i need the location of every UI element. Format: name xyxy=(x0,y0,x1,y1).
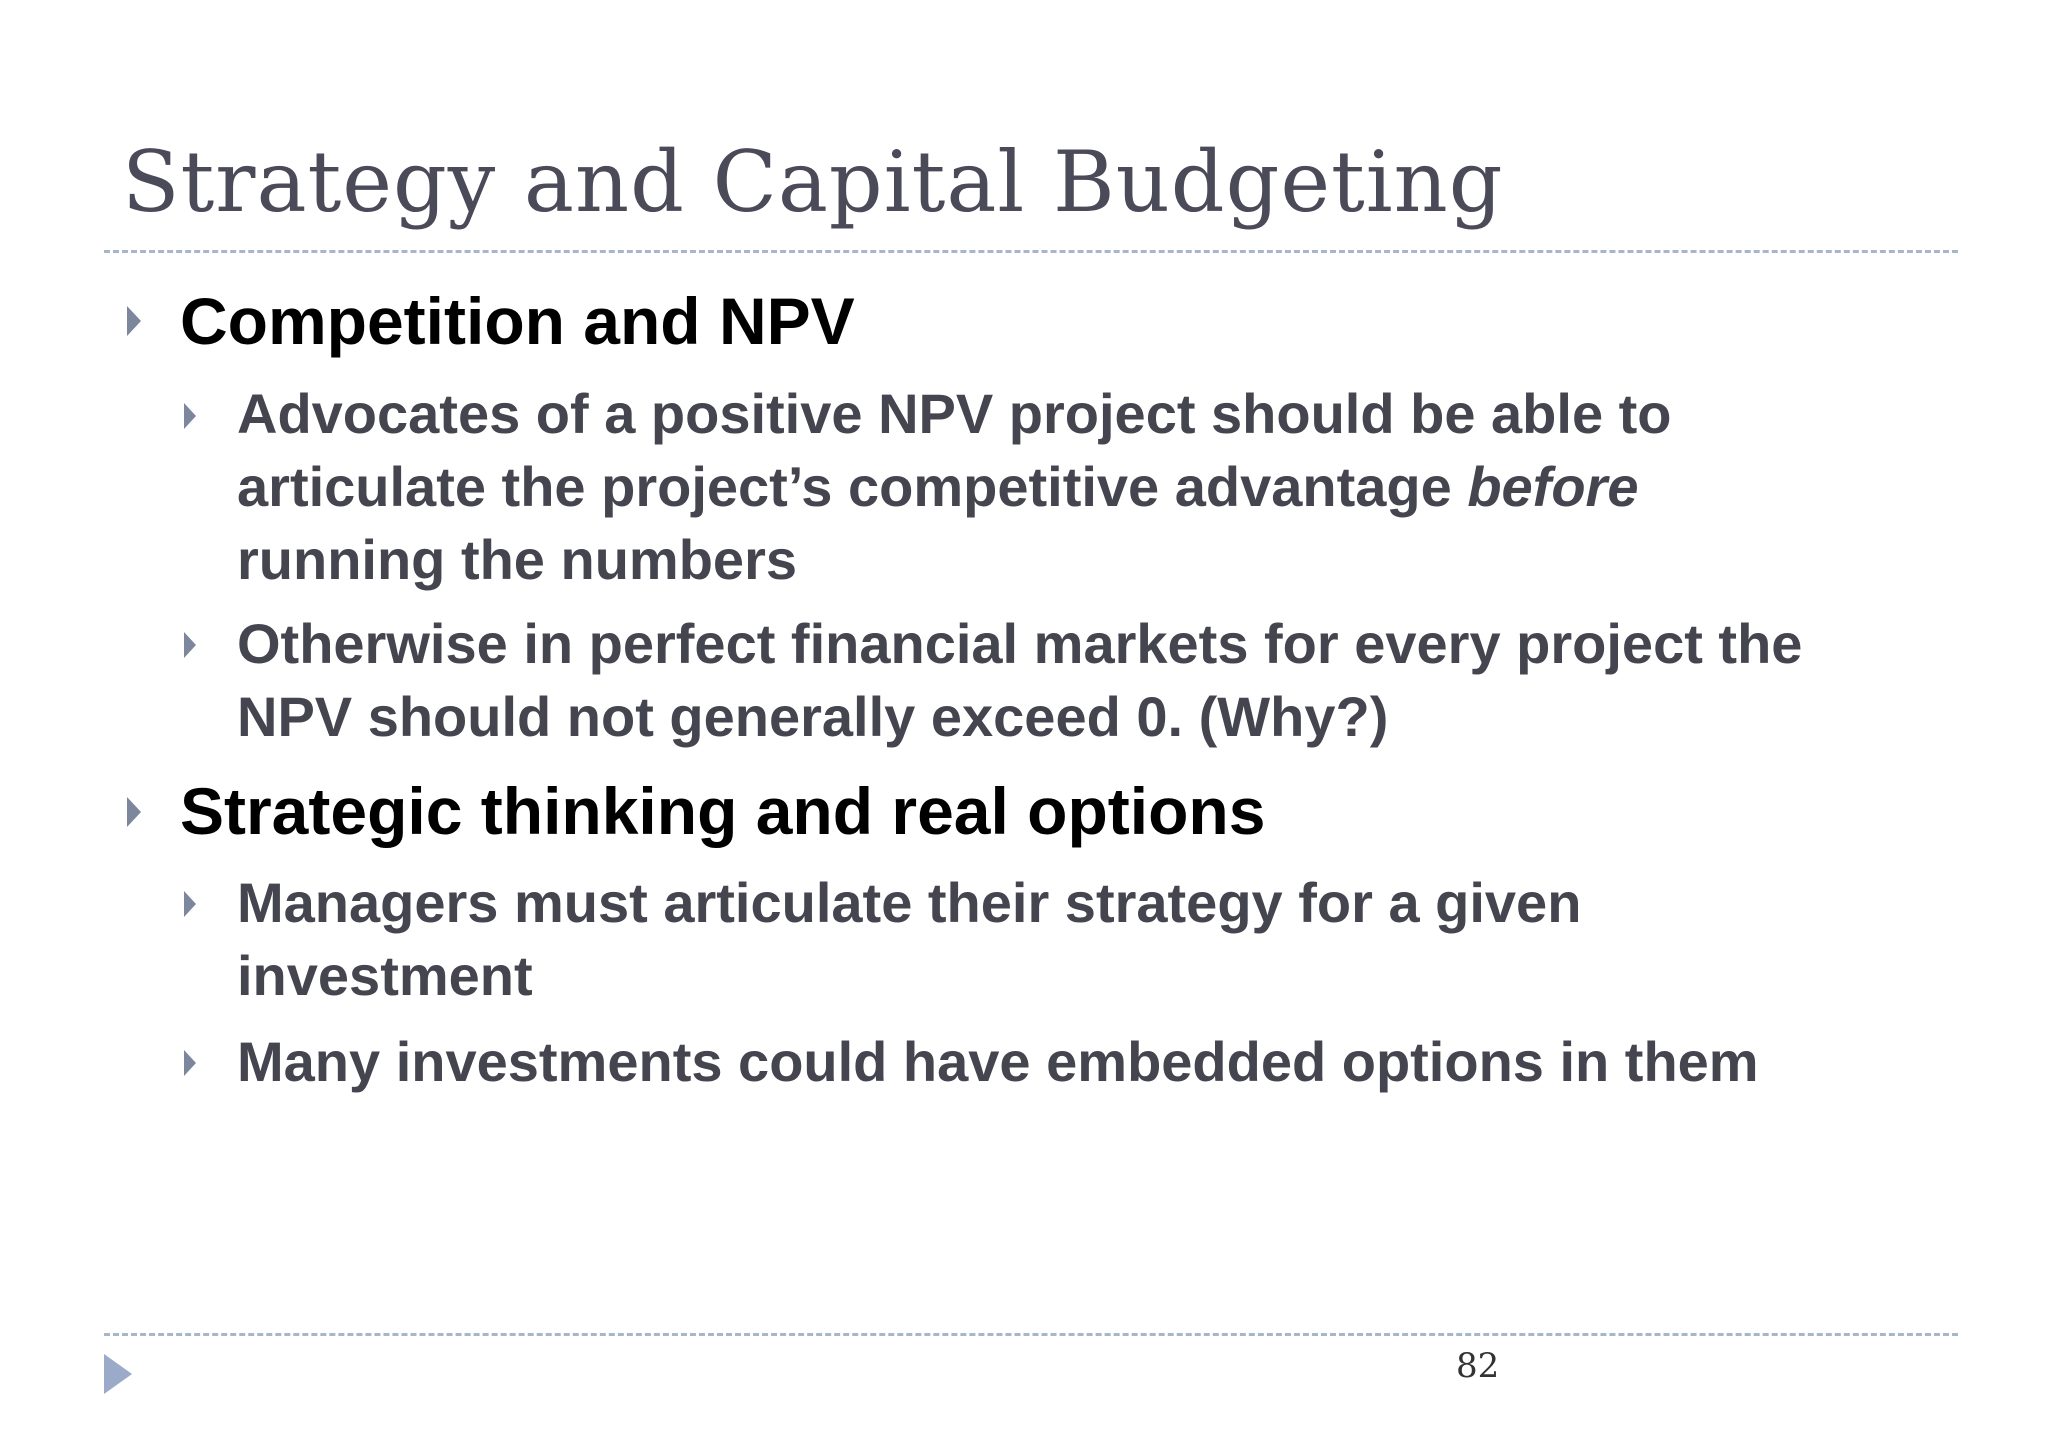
emphasis-text: before xyxy=(1467,455,1639,518)
bullet-arrow-icon xyxy=(184,403,196,429)
page-number: 82 xyxy=(1456,1346,1500,1386)
point-line: NPV should not generally exceed 0. (Why?) xyxy=(237,685,1389,748)
bullet-arrow-icon xyxy=(127,797,141,827)
point-line: articulate the project’s competitive advantage before xyxy=(237,455,1639,518)
point-line: running the numbers xyxy=(237,528,797,591)
footer-triangle-icon xyxy=(104,1354,132,1394)
section-heading: Strategic thinking and real options xyxy=(180,774,1266,848)
bullet-arrow-icon xyxy=(127,306,141,336)
point-line: Advocates of a positive NPV project should be able to xyxy=(237,382,1672,445)
bullet-arrow-icon xyxy=(184,632,196,658)
point-line: Otherwise in perfect financial markets for every project the xyxy=(237,612,1803,675)
section-heading: Competition and NPV xyxy=(180,284,855,358)
bullet-arrow-icon xyxy=(184,891,196,917)
slide-title: Strategy and Capital Budgeting xyxy=(122,133,1504,231)
point-line: Many investments could have embedded options in them xyxy=(237,1030,1759,1093)
point-line: investment xyxy=(237,944,533,1007)
bullet-arrow-icon xyxy=(184,1050,196,1076)
footer-divider xyxy=(104,1333,1958,1336)
point-line: Managers must articulate their strategy for a given xyxy=(237,871,1582,934)
title-divider xyxy=(104,250,1958,253)
